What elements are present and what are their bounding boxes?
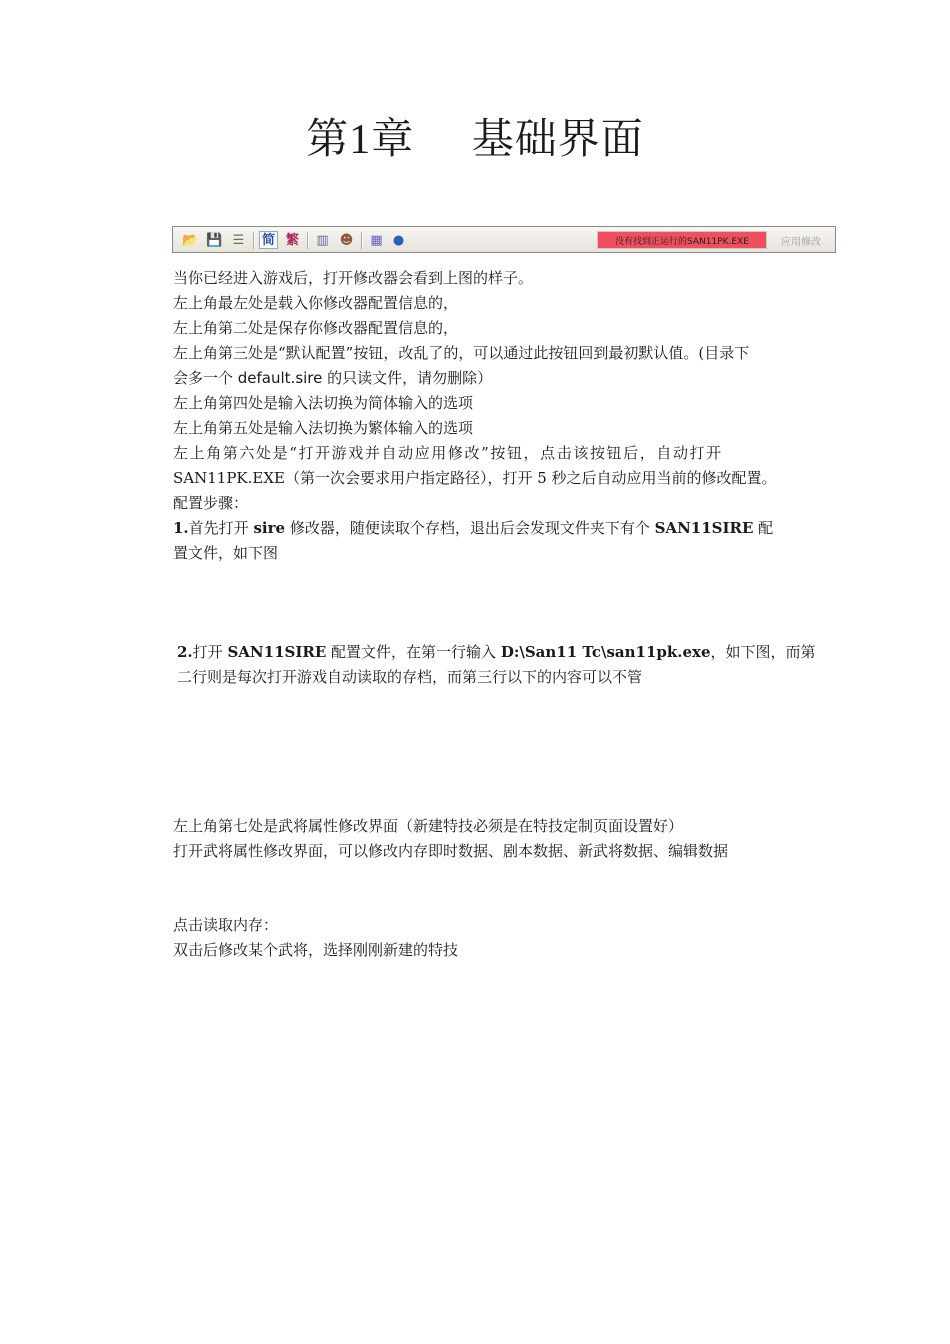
toolbar-separator	[307, 232, 309, 249]
paragraph: 双击后修改某个武将，选择刚刚新建的特技	[173, 941, 459, 959]
open-folder-icon[interactable]: 📂	[182, 232, 199, 248]
paragraph: 左上角最左处是载入你修改器配置信息的，	[173, 294, 459, 312]
status-badge: 没有找到正运行的SAN11PK.EXE	[597, 231, 767, 249]
paragraph: SAN11PK.EXE（第一次会要求用户指定路径），打开 5 秒之后自动应用当前的修改配置。	[173, 469, 777, 487]
launch-game-icon[interactable]: ▥	[316, 232, 329, 248]
toolbar-separator	[361, 232, 363, 249]
section-memory	[173, 913, 813, 963]
step-1: 1.首先打开 sire 修改器，随便读取个存档，退出后会发现文件夹下有个 SAN11SIRE 配	[173, 519, 774, 537]
skill-icon[interactable]: ▦	[370, 232, 383, 248]
paragraph: 配置步骤：	[173, 494, 249, 512]
page-title: 第1章 基础界面	[306, 114, 644, 163]
section-step2	[177, 640, 817, 690]
editor-toolbar	[172, 226, 836, 253]
default-config-icon[interactable]: ☰	[232, 232, 245, 248]
paragraph: 左上角第五处是输入法切换为繁体输入的选项	[173, 419, 474, 437]
officer-edit-icon[interactable]: ☻	[339, 232, 354, 248]
paragraph: 左上角第四处是输入法切换为简体输入的选项	[173, 394, 474, 412]
paragraph: 二行则是每次打开游戏自动读取的存档，而第三行以下的内容可以不管	[177, 668, 643, 686]
paragraph: 置文件，如下图	[173, 544, 279, 562]
section-intro	[173, 266, 813, 566]
step-2: 2.打开 SAN11SIRE 配置文件，在第一行输入 D:\San11 Tc\san11pk.exe，如下图，而第	[177, 643, 816, 661]
paragraph: 会多一个 default.sire 的只读文件，请勿删除）	[173, 369, 493, 387]
paragraph: 左上角第七处是武将属性修改界面（新建特技必须是在特技定制页面设置好）	[173, 817, 684, 835]
traditional-button[interactable]: 繁	[285, 232, 299, 248]
paragraph: 当你已经进入游戏后，打开修改器会看到上图的样子。	[173, 269, 534, 287]
simplified-button[interactable]: 简	[259, 231, 278, 249]
paragraph: 左上角第六处是“打开游戏并自动应用修改”按钮，点击该按钮后，自动打开	[173, 444, 723, 462]
apply-button[interactable]: 应用修改	[781, 236, 821, 248]
save-icon[interactable]: 💾	[206, 232, 223, 248]
paragraph: 左上角第三处是“默认配置”按钮，改乱了的，可以通过此按钮回到最初默认值。(目录下	[173, 344, 750, 362]
toolbar-separator	[253, 232, 255, 249]
paragraph: 点击读取内存：	[173, 916, 279, 934]
paragraph: 打开武将属性修改界面，可以修改内存即时数据、剧本数据、新武将数据、编辑数据	[173, 842, 729, 860]
info-icon[interactable]: ●	[392, 232, 405, 248]
section-officer	[173, 814, 813, 864]
paragraph: 左上角第二处是保存你修改器配置信息的，	[173, 319, 459, 337]
